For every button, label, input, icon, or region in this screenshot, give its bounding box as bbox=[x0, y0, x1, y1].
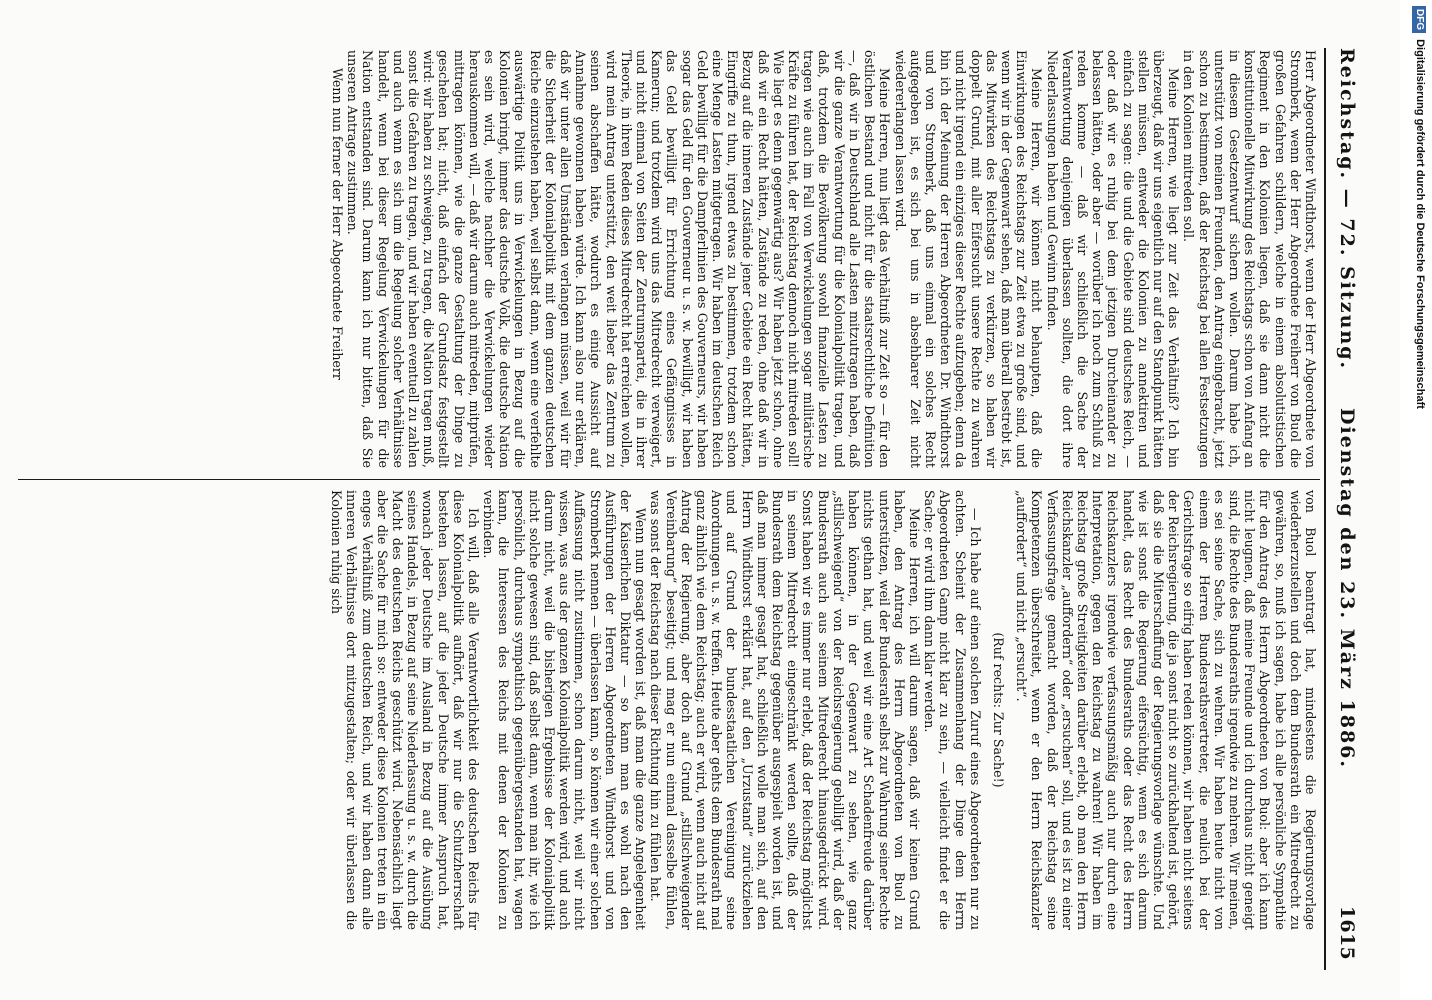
page-header bbox=[1332, 48, 1358, 970]
digitization-credit bbox=[1410, 6, 1430, 996]
header-session: Reichstag. — 72. Sitzung. bbox=[1336, 48, 1358, 371]
left-paragraph: Meine Herren, wie liegt zur Zeit das Verhältniß? Ich bin überzeugt, daß wir uns eigentlich nur auf den Standpunkt hätten stellen müssen, entweder die Kolonien zu annektiren und einfach zu sagen: die und die Gebiete sind deutsches Reich, — oder daß wir es ruhig bei dem jetzigen Durcheinander zu belassen hätten, oder aber — worüber ich noch zum Schluß zu reden komme — daß wir schließlich die Sache der Verantwortung denjenigen überlassen sollten, die dort ihre Niederlassungen haben und Gewinn finden. bbox=[1044, 50, 1182, 468]
dfg-logo: DFG bbox=[1412, 6, 1426, 33]
right-paragraph: Wenn nun gesagt worden ist, daß man die ganze Angelegenheit der Kaiserlichen Diktatur — so kann man es wohl nach den Ausführungen der Herren Abgeordneten Windthorst und von Stromberk nennen — überlassen kann, so können wir einer solchen Auffassung nicht zustimmen, schon darum nicht, weil wir nicht wissen, was aus der ganzen Kolonialpolitik werden wird, und auch darum nicht, weil die bisherigen Ergebnisse der Kolonialpolitik nicht solche gewesen sind, daß selbst dann, wenn man ihr, wie ich persönlich, durchaus sympathisch gegenübergestanden hat, wagen kann, die Interessen des Reichs mit denen der Kolonien zu verbinden. bbox=[481, 490, 649, 930]
right-paragraph: von Buol beantragt hat, mindestens die Regierungsvorlage wiederherzustellen und doch dem Bundesrath ein Mitredrecht zu gewähren, so, muß ich sagen, habe ich alle persönliche Sympathie für den Antrag des Herrn Abgeordneten von Buol: aber ich kann nicht leugnen, daß meine Freunde und ich durchaus nicht geneigt sind, die Rechte des Bundesraths irgendwie zu mehren. Wir meinen, es sei seine Sache, sich zu wehren. Wir haben heute nicht von einem der Herren Bundesrathsvertreter, die neulich bei der Gerichtsfrage so eifrig haben reden können, wir haben nicht seitens der Reichsregierung, die ja sonst nicht so zurückhaltend ist, gehört, daß sie die Miterschaffung der Regierungsvorlage wünschte. Und wie ist sonst die Regierung eifersüchtig, wenn es sich darum handelt, das Recht des Bundesraths oder das Recht des Herrn Reichskanzlers irgendwie verfassungsmäßig auch nur durch eine Interpretation, gegen den Reichstag zu wahren! Wir haben im Reichstag große Streitigkeiten darüber erlebt, ob man den Herrn Reichskanzler „auffordern“ oder „ersuchen“ soll, und es ist zu einer Verfassungsfrage gemacht worden, daß der Reichstag seine Kompetenzen überschreitet, wenn er den Herrn Reichskanzler „auffordert“ und nicht „ersucht“. bbox=[1014, 490, 1318, 930]
right-paragraph: Meine Herren, ich will darum sagen, daß wir keinen Grund haben, den Antrag des Herrn Abgeordneten von Buol zu unterstützen, weil der Bundesrath selbst zur Wahrung seiner Rechte nichts gethan hat, und weil wir eine Art Schadenfreude darüber haben können, in der Gegenwart zu sehen, wie ganz „stillschweigend“ von der Reichsregierung gebilligt wird, daß der Bundesrath auch aus seinem Mitrederecht hinausgedrückt wird. Sonst haben wir es immer nur erlebt, daß der Reichstag möglichst in seinem Mitredrecht eingeschränkt werden sollte, daß der Bundesrath dem Reichstag gegenüber ausgespielt worden ist, und daß man immer gesagt hat, schließlich wolle man sich, auf den Herrn Windthorst erklärt hat, auf den „Urzustand“ zurückziehen und auf Grund der bundesstaatlichen Vereinigung seine Anordnungen u. s. w. treffen. Heute aber gehts dem Bundesrath mal ganz ähnlich wie dem Reichstag; auch er wird, wenn auch nicht auf Antrag der Regierung, aber doch auf Grund „stillschweigender Vereinbarung“ beseitigt; und mag er nun einmal dasselbe fühlen, was sonst der Reichstag nach dieser Richtung hin zu fühlen hat. bbox=[648, 490, 922, 930]
right-paragraph: Ich will, daß alle Verantwortlichkeit des deutschen Reichs für diese Kolonialpolitik aufhört, daß wir nur die Schutzherrschaft bestehen lassen, auf die jeder Deutsche immer Anspruch hat, wonach jeder Deutsche im Ausland in Bezug auf die Ausübung seines Handels, in Bezug auf seine Niederlassung u. s. w. durch die Macht des deutschen Reichs geschützt wird. Nebensächlich liegt aber die Sache für mich so: entweder diese Kolonien treten in ein enges Verhältniß zum deutschen Reich, und wir haben dann alle inneren Verhältnisse dort mitzugestalten; oder wir überlassen die Kolonien ruhig sich bbox=[329, 490, 482, 930]
left-paragraph: Meine Herren, wir können nicht behaupten, daß die Einwirkungen des Reichstags zur Zeit etwa zu große sind, und wenn wir in der Gegenwart sehen, daß man überall bestrebt ist, das Mitwirken des Reichstags zu verkürzen, so haben wir doppelt Grund, mit aller Eifersucht unsere Rechte zu wahren und nicht irgend ein einziges dieser Rechte aufzugeben; denn da bin ich der Meinung der Herren Abgeordneten Dr. Windthorst und von Stromberk, daß uns einmal ein solches Recht aufgegeben ist, es sich bei uns in absehbarer Zeit nicht wiedererlangen lassen wird. bbox=[892, 50, 1045, 468]
left-column bbox=[22, 50, 1318, 468]
column-divider bbox=[18, 479, 1320, 480]
header-rule bbox=[1324, 48, 1326, 970]
right-column bbox=[22, 490, 1318, 930]
left-paragraph: Wenn nun ferner der Herr Abgeordnete Freiherr bbox=[330, 68, 345, 380]
page-number: 1615 bbox=[1336, 905, 1358, 960]
right-paragraph: — Ich habe auf einen solchen Zuruf eines Abgeordneten nur zu achten. Scheint der Zusammenhang der Dinge dem Herrn Abgeordneten Gamp nicht klar zu sein, — vielleicht findet er die Sache; er wird ihm dann klar werden. bbox=[922, 490, 983, 930]
interjection: (Ruf rechts: Zur Sache!) bbox=[990, 632, 1006, 788]
left-paragraph: Herr Abgeordneter Windthorst, wenn der Herr Abgeordnete von Stromberk, wenn der Herr Abgeordnete Freiherr von Buol die großen Gefahren schildern, welche in einem absolutistischen Regiment in den Kolonien liegen, daß sie dann nicht die konstitutionelle Mitwirkung des Reichstags schon von Anfang an in diesem Gesetzentwurf sichern wollen. Darum habe ich, unterstützt von meinen Freunden, den Antrag eingebracht, jetzt schon zu bestimmen, daß der Reichstag bei allen Festsetzungen in den Kolonien mitreden soll. bbox=[1181, 50, 1318, 468]
header-date: Dienstag den 23. März 1886. bbox=[1336, 408, 1358, 770]
credit-text: Digitalisierung gefördert durch die Deutsche Forschungsgemeinschaft bbox=[1414, 39, 1426, 409]
left-paragraph: Meine Herren, nun liegt das Verhältniß zur Zeit so — für den östlichen Bestand und nicht für die staatsrechtliche Definition —, daß wir in Deutschland alle Lasten mitzutragen haben, daß wir die ganze Verantwortung für die Kolonialpolitik tragen, und daß, trotzdem die Bevölkerung sowohl finanzielle Lasten zu tragen wie auch im Fall von Verwickelungen sogar militärische Kräfte zu führen hat, der Reichstag dennoch nicht mitreden soll! Wie liegt es denn gegenwärtig aus? Wir haben jetzt schon, ohne daß wir ein Recht hätten, Zustände zu reden, ohne daß wir in Bezug auf die inneren Zustände jener Gebiete ein Recht hätten, Eingriffe zu thun, irgend etwas zu bestimmen, trotzdem schon eine Menge Lasten mitgetragen. Wir haben im deutschen Reich Geld bewilligt für die Dampferlinien des Gouverneurs, wir haben sogar das Geld für den Gouverneur u. s. w. bewilligt, wir haben das Geld bewilligt für Errichtung eines Gefängnisses in Kamerun; und trotzdem wird uns das Mitredrecht verweigert, und nicht einmal von Seiten der Zentrumspartei, die in ihrer Theorie, in ihren Reden dieses Mitredrecht hat erreichen wollen, wird mein Antrag unterstützt, den weit lieber das Zentrum zu seinen abschaffen hätte, wodurch es einige Aussicht auf Annahme gewonnen haben würde. Ich kann also nur erklären, daß wir unter allen Umständen verlangen müssen, weil wir für die Sicherheit der Kolonialpolitik mit dem ganzen deutschen Reiche einzustehen haben, weil selbst dann, wenn eine verfehlte auswärtige Politik uns in Verwickelungen in Bezug auf die Kolonien bringt, immer das deutsche Volk, die deutsche Nation es sein wird, welche nachher die Verwickelungen wieder herauskommen will, — daß wir darum auch mitreden, mitprüfen, mittragen können, wie die ganze Gestaltung der Dinge zu geschehen hat; nicht, daß einfach der Grundsatz festgestellt wird: wir haben zu schweigen, zu tragen, die Nation tragen muß, sonst die Gefahren zu tragen, und wir haben eventuell zu zahlen und auch wenn es sich um die Regelung solcher Verhältnisse handelt, wenn bei dieser Regelung Verwickelungen für die Nation entstanden sind. Darum kann ich nur bitten, daß Sie unseren Antrage zustimmen. bbox=[345, 50, 893, 468]
